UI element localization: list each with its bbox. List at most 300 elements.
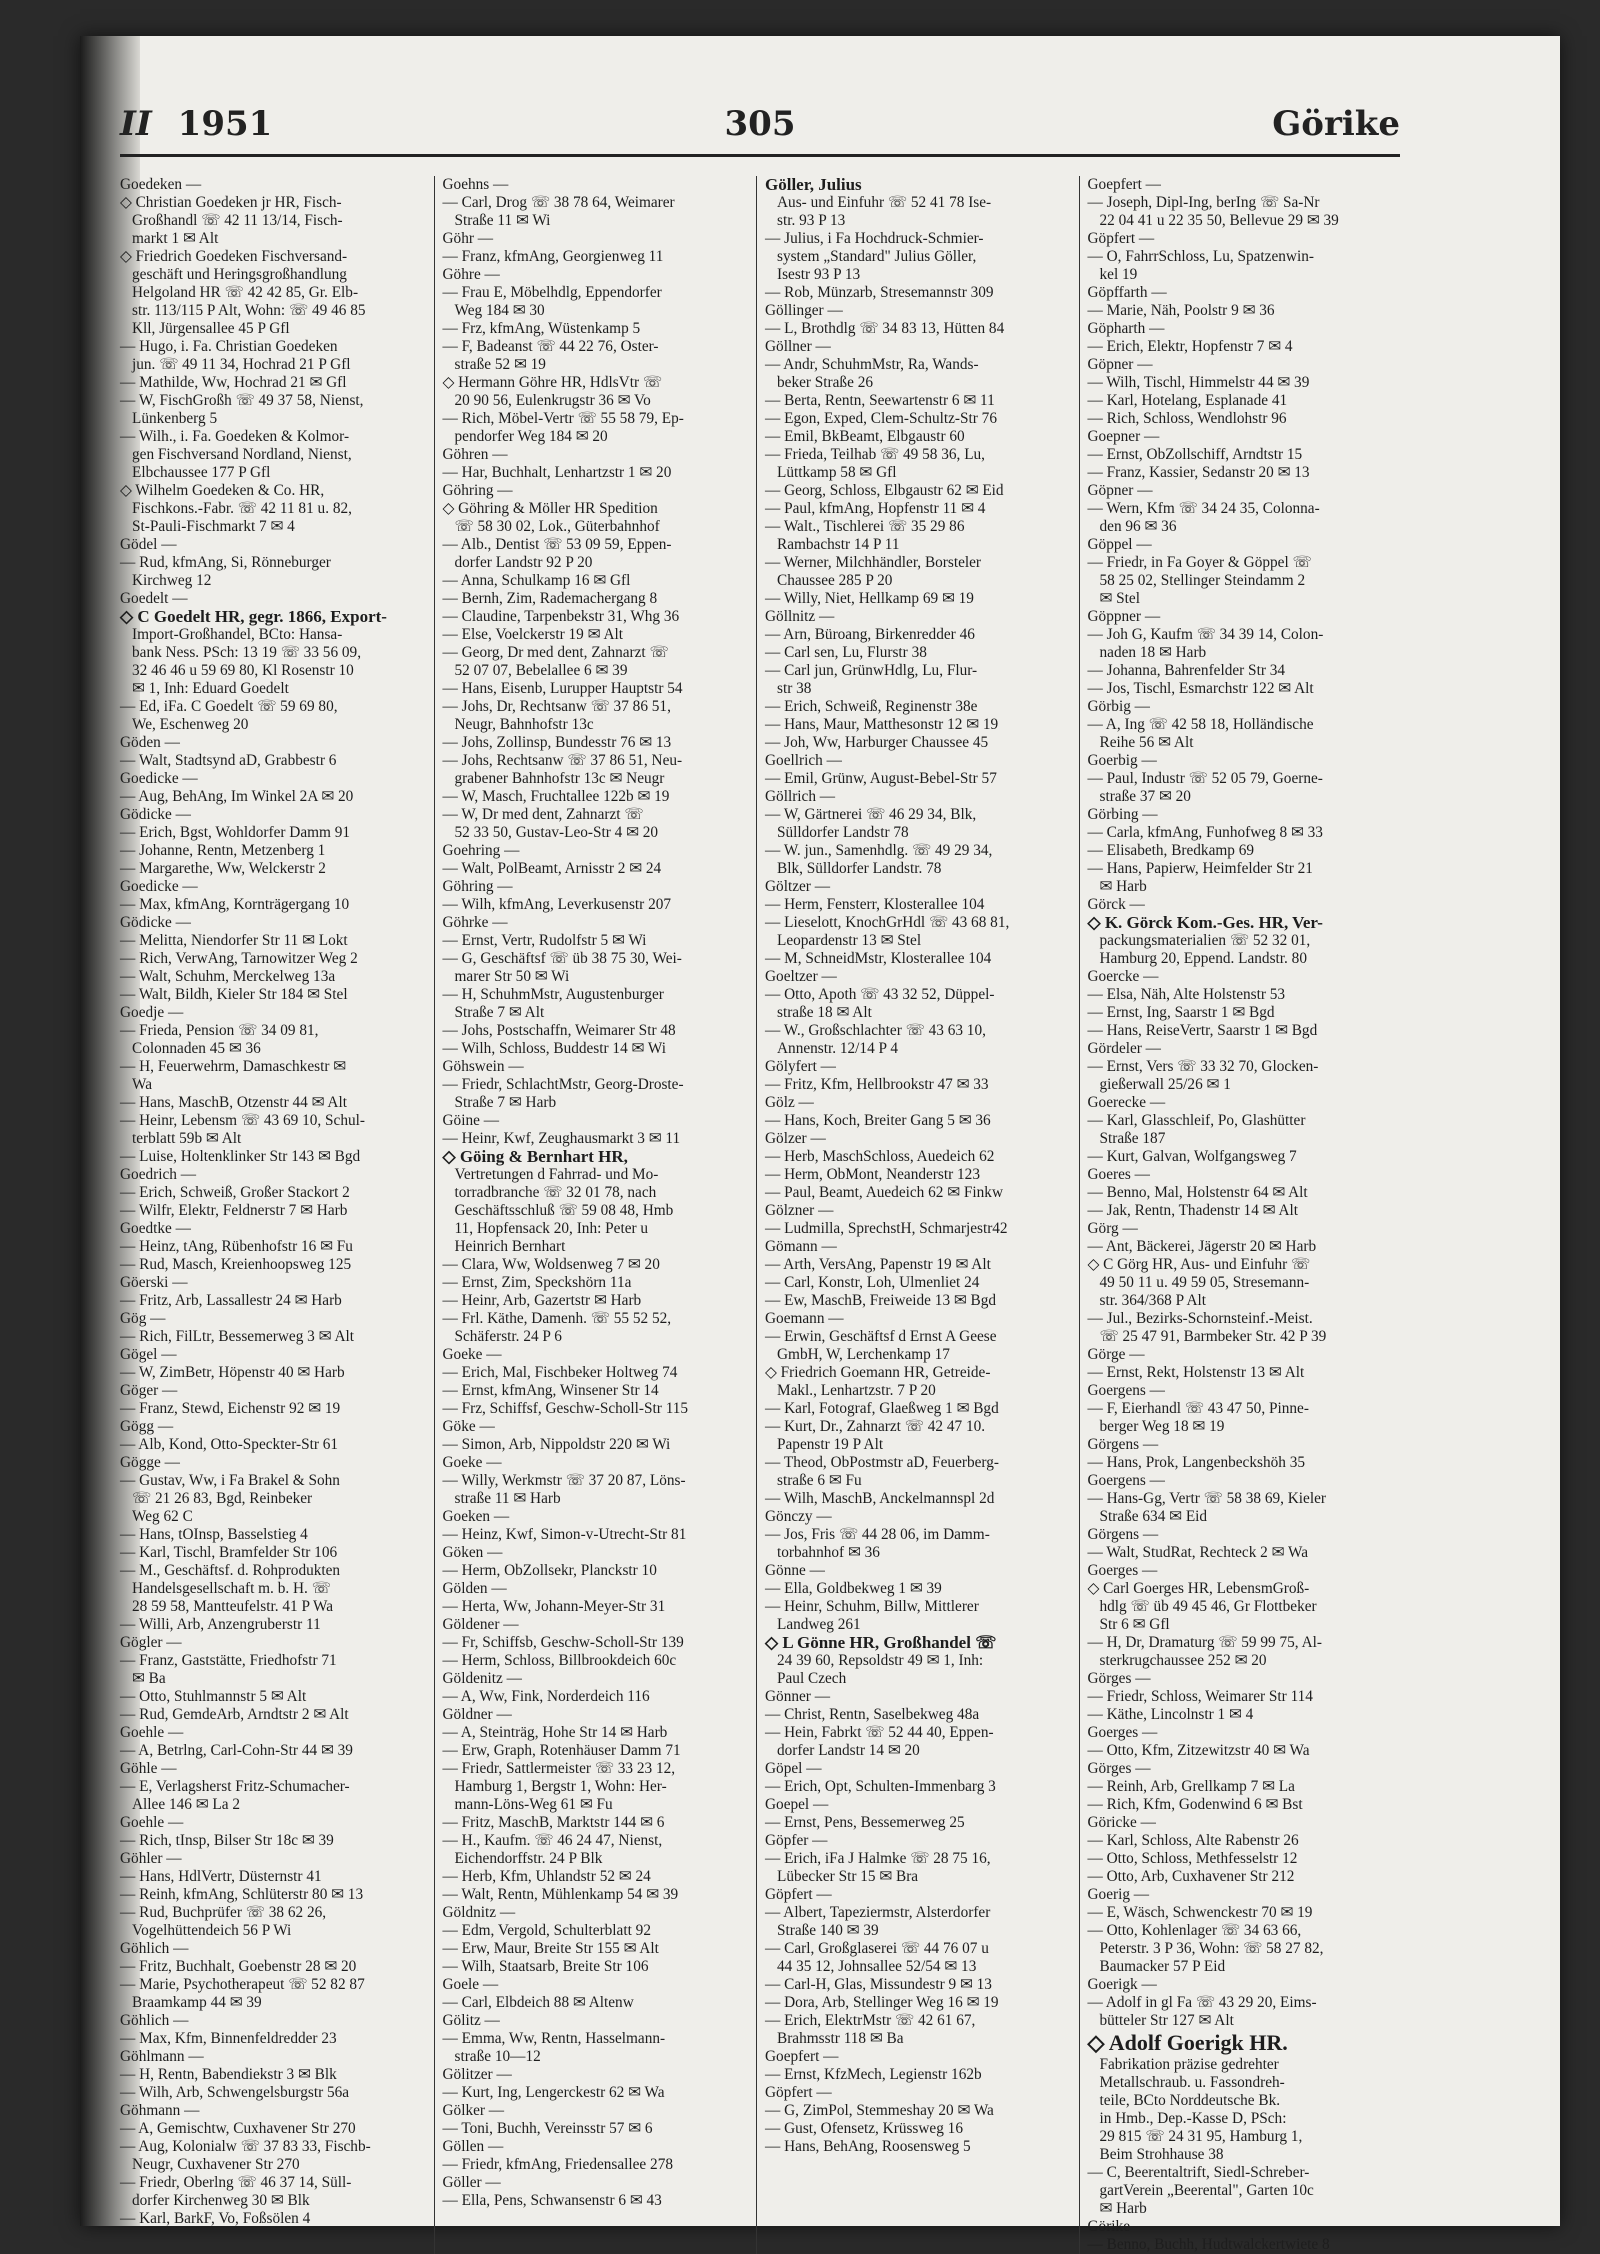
directory-entry-line: — Kurt, Dr., Zahnarzt ☏ 42 47 10. bbox=[765, 1418, 986, 1435]
directory-entry-line: ◇ Göing & Bernhart HR, bbox=[442, 1147, 628, 1166]
column-2 bbox=[443, 176, 758, 2254]
surname-heading: Göldener — bbox=[442, 1616, 519, 1633]
surname-heading: Göpner — bbox=[1087, 482, 1153, 499]
surname-heading: Gölitzer — bbox=[442, 2066, 512, 2083]
directory-entry-line: — Walt., Tischlerei ☏ 35 29 86 bbox=[765, 518, 965, 535]
surname-heading: Goedicke — bbox=[120, 878, 198, 895]
directory-entry-line: — Walt, Stadtsynd aD, Grabbestr 6 bbox=[120, 752, 337, 769]
directory-entry-line: Kirchweg 12 bbox=[132, 572, 212, 589]
surname-heading: Gögg — bbox=[120, 1418, 174, 1435]
directory-entry-line: — Carl, Großglaserei ☏ 44 76 07 u bbox=[765, 1940, 989, 1957]
surname-heading: Goele — bbox=[442, 1976, 499, 1993]
directory-entry-line: Lüttkamp 58 ✉ Gfl bbox=[777, 464, 897, 481]
directory-entry-line: — Emma, Ww, Rentn, Hasselmann- bbox=[442, 2030, 666, 2047]
directory-entry-line: — Reinh, Arb, Grellkamp 7 ✉ La bbox=[1087, 1778, 1295, 1795]
directory-entry-line: 44 35 12, Johnsallee 52/54 ✉ 13 bbox=[777, 1958, 977, 1975]
directory-entry-line: — Willy, Werkmstr ☏ 37 20 87, Löns- bbox=[442, 1472, 686, 1489]
surname-heading: Goergens — bbox=[1087, 1472, 1165, 1489]
directory-entry-line: — G, ZimPol, Stemmeshay 20 ✉ Wa bbox=[765, 2102, 994, 2119]
directory-entry-line: Baumacker 57 P Eid bbox=[1099, 1958, 1226, 1975]
running-keyword: Görike bbox=[1272, 104, 1400, 144]
column-1 bbox=[120, 176, 435, 2254]
directory-entry-line: straße 11 ✉ Harb bbox=[454, 1490, 561, 1507]
directory-entry-line: Eichendorffstr. 24 P Blk bbox=[454, 1850, 603, 1867]
directory-entry-line: — Frieda, Teilhab ☏ 49 58 36, Lu, bbox=[765, 446, 986, 463]
surname-heading: Göpner — bbox=[1087, 356, 1153, 373]
directory-entry-line: — Friedr, Schloss, Weimarer Str 114 bbox=[1087, 1688, 1313, 1705]
directory-entry-line: — Bernh, Zim, Rademachergang 8 bbox=[442, 590, 658, 607]
surname-heading: Goeke — bbox=[442, 1346, 502, 1363]
directory-entry-line: — Walt, PolBeamt, Arnisstr 2 ✉ 24 bbox=[442, 860, 662, 877]
directory-entry-line: — Benno, Buchh, Hudtwalckertwiete 8 bbox=[1087, 2236, 1330, 2253]
directory-page bbox=[80, 36, 1560, 2253]
directory-entry-line: — Andr, SchuhmMstr, Ra, Wands- bbox=[765, 356, 979, 373]
surname-heading: Göpfer — bbox=[765, 1832, 828, 1849]
surname-heading: Goedicke — bbox=[120, 770, 198, 787]
surname-heading: Goerbig — bbox=[1087, 752, 1157, 769]
directory-entry-line: — Herm, ObMont, Neanderstr 123 bbox=[765, 1166, 980, 1183]
directory-entry-line: — Walt, Schuhm, Merckelweg 13a bbox=[120, 968, 336, 985]
surname-heading: Göken — bbox=[442, 1544, 503, 1561]
directory-entry-line: — Herm, ObZollsekr, Planckstr 10 bbox=[442, 1562, 657, 1579]
directory-entry-line: — Wilh., i. Fa. Goedeken & Kolmor- bbox=[120, 428, 350, 445]
surname-heading: Gögel — bbox=[120, 1346, 177, 1363]
directory-entry-line: — Herm, Fensterr, Klosterallee 104 bbox=[765, 896, 985, 913]
directory-entry-line: — Hans, ReiseVertr, Saarstr 1 ✉ Bgd bbox=[1087, 1022, 1318, 1039]
directory-entry-line: Lünkenberg 5 bbox=[132, 410, 218, 427]
directory-entry-line: — Aug, BehAng, Im Winkel 2A ✉ 20 bbox=[120, 788, 354, 805]
directory-entry-line: — Walt, StudRat, Rechteck 2 ✉ Wa bbox=[1087, 1544, 1309, 1561]
directory-entry-line: — Erich, Elektr, Hopfenstr 7 ✉ 4 bbox=[1087, 338, 1293, 355]
directory-entry-line: — Frz, kfmAng, Wüstenkamp 5 bbox=[442, 320, 641, 337]
directory-entry-line: torbahnhof ✉ 36 bbox=[777, 1544, 880, 1561]
directory-entry-line: — Theod, ObPostmstr aD, Feuerberg- bbox=[765, 1454, 999, 1471]
directory-entry-line: — Otto, Apoth ☏ 43 32 52, Düppel- bbox=[765, 986, 995, 1003]
directory-entry-line: — Ella, Pens, Schwansenstr 6 ✉ 43 bbox=[442, 2192, 662, 2209]
directory-entry-line: ☏ 25 47 91, Barmbeker Str. 42 P 39 bbox=[1099, 1328, 1327, 1345]
directory-entry-line: hdlg ☏ üb 49 45 46, Gr Flottbeker bbox=[1099, 1598, 1317, 1615]
surname-heading: Göldnitz — bbox=[442, 1904, 516, 1921]
directory-entry-line: — Ernst, Vers ☏ 33 32 70, Glocken- bbox=[1087, 1058, 1319, 1075]
directory-entry-line: — Erich, Schweiß, Reginenstr 38e bbox=[765, 698, 978, 715]
directory-entry-line: — A, Steinträg, Hohe Str 14 ✉ Harb bbox=[442, 1724, 668, 1741]
surname-heading: Görges — bbox=[1087, 1670, 1151, 1687]
directory-entry-line: 52 07 07, Bebelallee 6 ✉ 39 bbox=[454, 662, 628, 679]
page-header bbox=[120, 94, 1400, 157]
surname-heading: Goehle — bbox=[120, 1814, 184, 1831]
directory-entry-line: str. 113/115 P Alt, Wohn: ☏ 49 46 85 bbox=[132, 302, 366, 319]
surname-heading: Göine — bbox=[442, 1112, 500, 1129]
surname-heading: Göhswein — bbox=[442, 1058, 524, 1075]
directory-entry-line: — Wilh, Tischl, Himmelstr 44 ✉ 39 bbox=[1087, 374, 1310, 391]
directory-entry-line: — Hans, Papierw, Heimfelder Str 21 bbox=[1087, 860, 1313, 877]
directory-entry-line: — Carl, Konstr, Loh, Ulmenliet 24 bbox=[765, 1274, 980, 1291]
directory-entry-line: — Franz, Stewd, Eichenstr 92 ✉ 19 bbox=[120, 1400, 341, 1417]
directory-entry-line: dorfer Landstr 92 P 20 bbox=[454, 554, 593, 571]
directory-entry-line: grabener Bahnhofstr 13c ✉ Neugr bbox=[454, 770, 665, 787]
surname-heading: Gögler — bbox=[120, 1634, 182, 1651]
surname-heading: Görike — bbox=[1087, 2218, 1150, 2235]
directory-entry-line: Beim Strohhause 38 bbox=[1099, 2146, 1224, 2163]
directory-entry-line: Landweg 261 bbox=[777, 1616, 861, 1633]
directory-entry-line: str. 364/368 P Alt bbox=[1099, 1292, 1207, 1309]
surname-heading: Göller — bbox=[442, 2174, 501, 2191]
directory-entry-line: — H, Rentn, Babendiekstr 3 ✉ Blk bbox=[120, 2066, 337, 2083]
directory-entry-line: — Heinz, tAng, Rübenhofstr 16 ✉ Fu bbox=[120, 1238, 353, 1255]
surname-heading: Görck — bbox=[1087, 896, 1145, 913]
directory-entry-line: — Mathilde, Ww, Hochrad 21 ✉ Gfl bbox=[120, 374, 347, 391]
directory-entry-line: — Paul, kfmAng, Hopfenstr 11 ✉ 4 bbox=[765, 500, 986, 517]
directory-entry-line: 52 33 50, Gustav-Leo-Str 4 ✉ 20 bbox=[454, 824, 659, 841]
surname-heading: Gömann — bbox=[765, 1238, 837, 1255]
directory-entry-line: Hamburg 1, Bergstr 1, Wohn: Her- bbox=[454, 1778, 667, 1795]
directory-entry-line: — Berta, Rentn, Seewartenstr 6 ✉ 11 bbox=[765, 392, 995, 409]
directory-entry-line: — Hans-Gg, Vertr ☏ 58 38 69, Kieler bbox=[1087, 1490, 1326, 1507]
directory-entry-line: Fischkons.-Fabr. ☏ 42 11 81 u. 82, bbox=[132, 500, 352, 517]
directory-entry-line: — Hans, BehAng, Roosensweg 5 bbox=[765, 2138, 971, 2155]
directory-entry-line: — Jos, Fris ☏ 44 28 06, im Damm- bbox=[765, 1526, 990, 1543]
directory-entry-line: gen Fischversand Nordland, Nienst, bbox=[132, 446, 352, 463]
surname-heading: Gönczy — bbox=[765, 1508, 832, 1525]
directory-entry-line: sterkrugchaussee 252 ✉ 20 bbox=[1099, 1652, 1267, 1669]
directory-entry-line: ✉ Harb bbox=[1099, 2200, 1147, 2217]
directory-entry-line: — H, SchuhmMstr, Augustenburger bbox=[442, 986, 664, 1003]
directory-entry-line: — Erich, iFa J Halmke ☏ 28 75 16, bbox=[765, 1850, 991, 1867]
directory-entry-line: Metallschraub. u. Fassondreh- bbox=[1099, 2074, 1285, 2091]
directory-entry-line: Reihe 56 ✉ Alt bbox=[1099, 734, 1194, 751]
directory-entry-line: — Käthe, Lincolnstr 1 ✉ 4 bbox=[1087, 1706, 1254, 1723]
directory-entry-line: — Kurt, Ing, Lengerckestr 62 ✉ Wa bbox=[442, 2084, 665, 2101]
surname-heading: Göhren — bbox=[442, 446, 508, 463]
directory-entry-line: Isestr 93 P 13 bbox=[777, 266, 861, 283]
directory-entry-line: ◇ Hermann Göhre HR, HdlsVtr ☏ bbox=[442, 374, 663, 391]
directory-entry-line: — Dora, Arb, Stellinger Weg 16 ✉ 19 bbox=[765, 1994, 999, 2011]
directory-entry-line: straße 10—12 bbox=[454, 2048, 541, 2065]
directory-entry-line: Makl., Lenhartzstr. 7 P 20 bbox=[777, 1382, 936, 1399]
directory-entry-line: — Paul, Beamt, Auedeich 62 ✉ Finkw bbox=[765, 1184, 1003, 1201]
directory-entry-line: Vertretungen d Fahrrad- und Mo- bbox=[454, 1166, 659, 1183]
surname-heading: Göltzer — bbox=[765, 878, 830, 895]
directory-entry-line: — Heinr, Kwf, Zeughausmarkt 3 ✉ 11 bbox=[442, 1130, 681, 1147]
directory-entry-line: — Johanna, Bahrenfelder Str 34 bbox=[1087, 662, 1286, 679]
surname-heading: Göden — bbox=[120, 734, 180, 751]
directory-entry-line: Straße 140 ✉ 39 bbox=[777, 1922, 879, 1939]
directory-entry-line: — Benno, Mal, Holstenstr 64 ✉ Alt bbox=[1087, 1184, 1308, 1201]
directory-entry-line: — M, SchneidMstr, Klosterallee 104 bbox=[765, 950, 992, 967]
directory-entry-line: — Herb, MaschSchloss, Auedeich 62 bbox=[765, 1148, 995, 1165]
directory-entry-line: Straße 7 ✉ Alt bbox=[454, 1004, 545, 1021]
surname-heading: Goehle — bbox=[120, 1724, 184, 1741]
directory-entry-line: — Toni, Buchh, Vereinsstr 57 ✉ 6 bbox=[442, 2120, 653, 2137]
surname-heading: Göllinger — bbox=[765, 302, 843, 319]
directory-entry-line: — Alb, Kond, Otto-Speckter-Str 61 bbox=[120, 1436, 339, 1453]
surname-heading: Gödel — bbox=[120, 536, 177, 553]
directory-entry-line: — E, Verlagsherst Fritz-Schumacher- bbox=[120, 1778, 350, 1795]
directory-entry-line: Colonnaden 45 ✉ 36 bbox=[132, 1040, 261, 1057]
surname-heading: Goerges — bbox=[1087, 1724, 1158, 1741]
directory-entry-line: — Ernst, kfmAng, Winsener Str 14 bbox=[442, 1382, 659, 1399]
directory-entry-line: — Margarethe, Ww, Welckerstr 2 bbox=[120, 860, 326, 877]
directory-entry-line: — Anna, Schulkamp 16 ✉ Gfl bbox=[442, 572, 631, 589]
directory-entry-line: 28 59 58, Mantteufelstr. 41 P Wa bbox=[132, 1598, 334, 1615]
directory-entry-line: — Fr, Schiffsb, Geschw-Scholl-Str 139 bbox=[442, 1634, 684, 1651]
directory-entry-line: 29 815 ☏ 24 31 95, Hamburg 1, bbox=[1099, 2128, 1303, 2145]
directory-entry-line: — Ernst, Ing, Saarstr 1 ✉ Bgd bbox=[1087, 1004, 1275, 1021]
directory-entry-line: — Har, Buchhalt, Lenhartzstr 1 ✉ 20 bbox=[442, 464, 672, 481]
directory-entry-line: Lübecker Str 15 ✉ Bra bbox=[777, 1868, 919, 1885]
directory-entry-line: 49 50 11 u. 49 59 05, Stresemann- bbox=[1099, 1274, 1310, 1291]
surname-heading: Goerecke — bbox=[1087, 1094, 1166, 1111]
directory-entry-line: — Paul, Industr ☏ 52 05 79, Goerne- bbox=[1087, 770, 1323, 787]
surname-heading: Goemann — bbox=[765, 1310, 844, 1327]
directory-entry-line: — Adolf in gl Fa ☏ 43 29 20, Eims- bbox=[1087, 1994, 1317, 2011]
directory-entry-line: Vogelhüttendeich 56 P Wi bbox=[132, 1922, 292, 1939]
directory-entry-line: Blk, Sülldorfer Landstr. 78 bbox=[777, 860, 942, 877]
directory-entry-line: — Rud, Masch, Kreienhoopsweg 125 bbox=[120, 1256, 352, 1273]
surname-heading: Göppner — bbox=[1087, 608, 1161, 625]
surname-heading: Goepel — bbox=[765, 1796, 829, 1813]
directory-entry-line: in Hmb., Dep.-Kasse D, PSch: bbox=[1099, 2110, 1287, 2127]
directory-entry-line: — Joh, Ww, Harburger Chaussee 45 bbox=[765, 734, 989, 751]
surname-heading: Görbig — bbox=[1087, 698, 1150, 715]
directory-entry-line: — Simon, Arb, Nippoldstr 220 ✉ Wi bbox=[442, 1436, 671, 1453]
directory-entry-line: — Erich, Schweiß, Großer Stackort 2 bbox=[120, 1184, 350, 1201]
directory-entry-line: — Ernst, Vertr, Rudolfstr 5 ✉ Wi bbox=[442, 932, 647, 949]
directory-entry-line: Annenstr. 12/14 P 4 bbox=[777, 1040, 898, 1057]
surname-heading: Gördeler — bbox=[1087, 1040, 1161, 1057]
surname-heading: Goedeken — bbox=[120, 176, 202, 193]
surname-heading: Goedtke — bbox=[120, 1220, 191, 1237]
directory-entry-line: — Rob, Münzarb, Stresemannstr 309 bbox=[765, 284, 994, 301]
column-3 bbox=[765, 176, 1080, 2254]
directory-entry-line: — Aug, Kolonialw ☏ 37 83 33, Fischb- bbox=[120, 2138, 371, 2155]
directory-entry-line: — Ed, iFa. C Goedelt ☏ 59 69 80, bbox=[120, 698, 338, 715]
directory-entry-line: Wa bbox=[132, 1076, 153, 1093]
directory-entry-line: Fabrikation präzise gedrehter bbox=[1099, 2056, 1279, 2073]
surname-heading: Göpfert — bbox=[1087, 230, 1155, 247]
directory-entry-line: — Jos, Tischl, Esmarchstr 122 ✉ Alt bbox=[1087, 680, 1314, 697]
surname-heading: Göhlich — bbox=[120, 1940, 189, 1957]
directory-entry-line: — Emil, BkBeamt, Elbgaustr 60 bbox=[765, 428, 965, 445]
directory-entry-line: — Ludmilla, SprechstH, Schmarjestr42 bbox=[765, 1220, 1008, 1237]
directory-entry-line: — Karl, Tischl, Bramfelder Str 106 bbox=[120, 1544, 338, 1561]
directory-entry-line: ◇ Friedrich Goedeken Fischversand- bbox=[120, 248, 348, 265]
directory-entry-line: — Walt, Rentn, Mühlenkamp 54 ✉ 39 bbox=[442, 1886, 679, 1903]
directory-entry-line: — G, Geschäftsf ☏ üb 38 75 30, Wei- bbox=[442, 950, 682, 967]
directory-entry-line: Großhandl ☏ 42 11 13/14, Fisch- bbox=[132, 212, 343, 229]
directory-entry-line: Elbchaussee 177 P Gfl bbox=[132, 464, 271, 481]
surname-heading: Goehns — bbox=[442, 176, 509, 193]
surname-heading: Goellrich — bbox=[765, 752, 842, 769]
directory-entry-line: — Alb., Dentist ☏ 53 09 59, Eppen- bbox=[442, 536, 672, 553]
directory-entry-line: — Rich, Kfm, Godenwind 6 ✉ Bst bbox=[1087, 1796, 1303, 1813]
directory-entry-line: — Rich, Möbel-Vertr ☏ 55 58 79, Ep- bbox=[442, 410, 684, 427]
directory-entry-line: — Walt, Bildh, Kieler Str 184 ✉ Stel bbox=[120, 986, 348, 1003]
directory-entry-line: — Hugo, i. Fa. Christian Goedeken bbox=[120, 338, 338, 355]
directory-entry-line: — Willi, Arb, Anzengruberstr 11 bbox=[120, 1616, 321, 1633]
directory-entry-line: — Hans, tOInsp, Basselstieg 4 bbox=[120, 1526, 308, 1543]
directory-entry-line: — Friedr, Oberlng ☏ 46 37 14, Süll- bbox=[120, 2174, 352, 2191]
surname-heading: Gönner — bbox=[765, 1688, 830, 1705]
directory-entry-line: Heinrich Bernhart bbox=[454, 1238, 566, 1255]
directory-entry-line: straße 6 ✉ Fu bbox=[777, 1472, 862, 1489]
directory-entry-line: str 38 bbox=[777, 680, 812, 697]
surname-heading: Gödicke — bbox=[120, 914, 191, 931]
directory-entry-line: — Friedr, kfmAng, Friedensallee 278 bbox=[442, 2156, 673, 2173]
directory-entry-line: — Herm, Schloss, Billbrookdeich 60c bbox=[442, 1652, 677, 1669]
directory-entry-line: ☏ 58 30 02, Lok., Güterbahnhof bbox=[454, 518, 660, 535]
directory-entry-line: — W, ZimBetr, Höpenstr 40 ✉ Harb bbox=[120, 1364, 345, 1381]
directory-entry-line: We, Eschenweg 20 bbox=[132, 716, 249, 733]
surname-heading: Göpel — bbox=[765, 1760, 822, 1777]
directory-entry-line: — Herb, Kfm, Uhlandstr 52 ✉ 24 bbox=[442, 1868, 651, 1885]
surname-heading: Görgens — bbox=[1087, 1436, 1159, 1453]
directory-entry-line: — Ella, Goldbekweg 1 ✉ 39 bbox=[765, 1580, 942, 1597]
surname-heading: Göpfert — bbox=[765, 1886, 832, 1903]
surname-heading: Goerigk — bbox=[1087, 1976, 1157, 1993]
directory-entry-line: — Franz, kfmAng, Georgienweg 11 bbox=[442, 248, 664, 265]
surname-heading: Göpfert — bbox=[765, 2084, 832, 2101]
directory-entry-line: ◇ Göhring & Möller HR Spedition bbox=[442, 500, 658, 517]
directory-entry-line: Straße 187 bbox=[1099, 1130, 1166, 1147]
directory-entry-line: — W, Dr med dent, Zahnarzt ☏ bbox=[442, 806, 644, 823]
directory-entry-line: — Frieda, Pension ☏ 34 09 81, bbox=[120, 1022, 319, 1039]
directory-entry-line: — Melitta, Niendorfer Str 11 ✉ Lokt bbox=[120, 932, 348, 949]
surname-heading: Görgens — bbox=[1087, 1526, 1159, 1543]
directory-entry-line: — Franz, Gaststätte, Friedhofstr 71 bbox=[120, 1652, 337, 1669]
directory-entry-line: 20 90 56, Eulenkrugstr 36 ✉ Vo bbox=[454, 392, 651, 409]
directory-entry-line: — Frl. Käthe, Damenh. ☏ 55 52 52, bbox=[442, 1310, 672, 1327]
surname-heading: Gönne — bbox=[765, 1562, 825, 1579]
directory-entry-line: — C, Beerentaltrift, Siedl-Schreber- bbox=[1087, 2164, 1310, 2181]
surname-heading: Göerski — bbox=[120, 1274, 188, 1291]
directory-entry-line: Papenstr 19 P Alt bbox=[777, 1436, 884, 1453]
surname-heading: Gölz — bbox=[765, 1094, 814, 1111]
directory-entry-line: Leopardenstr 13 ✉ Stel bbox=[777, 932, 922, 949]
directory-entry-line: Kll, Jürgensallee 45 P Gfl bbox=[132, 320, 290, 337]
directory-entry-line: — M., Geschäftsf. d. Rohprodukten bbox=[120, 1562, 341, 1579]
directory-entry-line: — Reinh, kfmAng, Schlüterstr 80 ✉ 13 bbox=[120, 1886, 364, 1903]
directory-entry-line: jun. ☏ 49 11 34, Hochrad 21 P Gfl bbox=[132, 356, 351, 373]
directory-entry-line: straße 37 ✉ 20 bbox=[1099, 788, 1191, 805]
directory-entry-line: — Frz, Schiffsf, Geschw-Scholl-Str 115 bbox=[442, 1400, 689, 1417]
surname-heading: Göppel — bbox=[1087, 536, 1152, 553]
directory-entry-line: ◇ L Gönne HR, Großhandel ☏ bbox=[765, 1633, 997, 1652]
directory-entry-line: Rambachstr 14 P 11 bbox=[777, 536, 900, 553]
directory-entry-line: — H., Kaufm. ☏ 46 24 47, Nienst, bbox=[442, 1832, 663, 1849]
directory-entry-line: Straße 11 ✉ Wi bbox=[454, 212, 551, 229]
directory-entry-line: — Johs, Zollinsp, Bundesstr 76 ✉ 13 bbox=[442, 734, 672, 751]
directory-entry-line: — Friedr, Sattlermeister ☏ 33 23 12, bbox=[442, 1760, 676, 1777]
directory-entry-line: — Luise, Holtenklinker Str 143 ✉ Bgd bbox=[120, 1148, 361, 1165]
surname-heading: Göhre — bbox=[442, 266, 500, 283]
directory-entry-line: — Kurt, Galvan, Wolfgangsweg 7 bbox=[1087, 1148, 1297, 1165]
directory-entry-line: — E, Wäsch, Schwenckestr 70 ✉ 19 bbox=[1087, 1904, 1313, 1921]
directory-entry-line: — Joseph, Dipl-Ing, berIng ☏ Sa-Nr bbox=[1087, 194, 1320, 211]
directory-entry-line: — Ant, Bäckerei, Jägerstr 20 ✉ Harb bbox=[1087, 1238, 1317, 1255]
directory-entry-line: ◇ K. Görck Kom.-Ges. HR, Ver- bbox=[1087, 913, 1323, 932]
directory-entry-line: 58 25 02, Stellinger Steindamm 2 bbox=[1099, 572, 1306, 589]
directory-entry-line: Chaussee 285 P 20 bbox=[777, 572, 893, 589]
directory-entry-line: — Carl, Elbdeich 88 ✉ Altenw bbox=[442, 1994, 634, 2011]
directory-entry-line: ✉ Stel bbox=[1099, 590, 1140, 607]
surname-heading: Göpharth — bbox=[1087, 320, 1165, 337]
directory-entry-line: ◇ Wilhelm Goedeken & Co. HR, bbox=[120, 482, 325, 499]
surname-heading: Goedrich — bbox=[120, 1166, 197, 1183]
directory-entry-line: ◇ Carl Goerges HR, LebensmGroß- bbox=[1087, 1580, 1310, 1597]
directory-entry-line: packungsmaterialien ☏ 52 32 01, bbox=[1099, 932, 1311, 949]
directory-entry-line: — Franz, Kassier, Sedanstr 20 ✉ 13 bbox=[1087, 464, 1310, 481]
directory-entry-line: beker Straße 26 bbox=[777, 374, 873, 391]
directory-entry-line: — O, FahrrSchloss, Lu, Spatzenwin- bbox=[1087, 248, 1314, 265]
directory-entry-line: Aus- und Einfuhr ☏ 52 41 78 Ise- bbox=[777, 194, 992, 211]
directory-entry-line: — Fritz, Kfm, Hellbrookstr 47 ✉ 33 bbox=[765, 1076, 989, 1093]
surname-heading: Gölden — bbox=[442, 1580, 507, 1597]
directory-entry-line: — Hans, Maur, Matthesonstr 12 ✉ 19 bbox=[765, 716, 999, 733]
directory-entry-line: berger Weg 18 ✉ 19 bbox=[1099, 1418, 1225, 1435]
directory-entry-line: Allee 146 ✉ La 2 bbox=[132, 1796, 240, 1813]
directory-entry-line: — Max, Kfm, Binnenfeldredder 23 bbox=[120, 2030, 337, 2047]
directory-entry-line: straße 18 ✉ Alt bbox=[777, 1004, 872, 1021]
directory-entry-line: — Rich, Schloss, Wendlohstr 96 bbox=[1087, 410, 1287, 427]
directory-entry-line: torradbranche ☏ 32 01 78, nach bbox=[454, 1184, 657, 1201]
surname-heading: Göllen — bbox=[442, 2138, 504, 2155]
surname-heading: Goeke — bbox=[442, 1454, 502, 1471]
surname-heading: Gölzner — bbox=[765, 1202, 834, 1219]
directory-entry-line: — Lieselott, KnochGrHdl ☏ 43 68 81, bbox=[765, 914, 1010, 931]
surname-heading: Gölker — bbox=[442, 2102, 505, 2119]
directory-entry-line: — Willy, Niet, Hellkamp 69 ✉ 19 bbox=[765, 590, 974, 607]
directory-entry-line: 24 39 60, Repsoldstr 49 ✉ 1, Inh: bbox=[777, 1652, 984, 1669]
directory-entry-line: — Emil, Grünw, August-Bebel-Str 57 bbox=[765, 770, 997, 787]
directory-entry-line: — Carl, Drog ☏ 38 78 64, Weimarer bbox=[442, 194, 675, 211]
surname-heading: Goercke — bbox=[1087, 968, 1159, 985]
directory-entry-line: — Otto, Kfm, Zitzewitzstr 40 ✉ Wa bbox=[1087, 1742, 1310, 1759]
surname-heading: Goerig — bbox=[1087, 1886, 1150, 1903]
surname-heading: Göhring — bbox=[442, 482, 513, 499]
directory-entry-line: — Elisabeth, Bredkamp 69 bbox=[1087, 842, 1255, 859]
directory-entry-line: Str 6 ✉ Gfl bbox=[1099, 1616, 1170, 1633]
surname-heading: Göllrich — bbox=[765, 788, 836, 805]
directory-entry-line: Paul Czech bbox=[777, 1670, 847, 1687]
directory-entry-line: — Joh G, Kaufm ☏ 34 39 14, Colon- bbox=[1087, 626, 1324, 643]
directory-entry-line: GmbH, W, Lerchenkamp 17 bbox=[777, 1346, 950, 1363]
directory-entry-line: — W. jun., Samenhdlg. ☏ 49 29 34, bbox=[765, 842, 993, 859]
directory-entry-line: — H, Feuerwehrm, Damaschkestr ✉ bbox=[120, 1058, 347, 1075]
directory-entry-line: Sülldorfer Landstr 78 bbox=[777, 824, 909, 841]
directory-entry-line: — Werner, Milchhändler, Borsteler bbox=[765, 554, 982, 571]
surname-heading: Göke — bbox=[442, 1418, 495, 1435]
directory-entry-line: — Carl sen, Lu, Flurstr 38 bbox=[765, 644, 927, 661]
surname-heading: Göllnitz — bbox=[765, 608, 835, 625]
surname-heading: Goeltzer — bbox=[765, 968, 837, 985]
directory-entry-line: — Rud, Buchprüfer ☏ 38 62 26, bbox=[120, 1904, 327, 1921]
directory-entry-line: ◇ Friedrich Goemann HR, Getreide- bbox=[765, 1364, 991, 1381]
surname-heading: Görg — bbox=[1087, 1220, 1138, 1237]
directory-entry-line: — Herta, Ww, Johann-Meyer-Str 31 bbox=[442, 1598, 666, 1615]
directory-entry-line: — Marie, Psychotherapeut ☏ 52 82 87 bbox=[120, 1976, 365, 1993]
directory-entry-line: St-Pauli-Fischmarkt 7 ✉ 4 bbox=[132, 518, 295, 535]
surname-heading: Goeres — bbox=[1087, 1166, 1150, 1183]
directory-entry-line: — F, Eierhandl ☏ 43 47 50, Pinne- bbox=[1087, 1400, 1309, 1417]
directory-entry-line: — Erich, ElektrMstr ☏ 42 61 67, bbox=[765, 2012, 976, 2029]
directory-entry-line: — Carl-H, Glas, Missundestr 9 ✉ 13 bbox=[765, 1976, 992, 1993]
directory-entry-line: ◇ C Görg HR, Aus- und Einfuhr ☏ bbox=[1087, 1256, 1311, 1273]
directory-entry-line: — Otto, Schloss, Methfesselstr 12 bbox=[1087, 1850, 1298, 1867]
directory-entry-line: — Wern, Kfm ☏ 34 24 35, Colonna- bbox=[1087, 500, 1320, 517]
directory-entry-line: — Ernst, Rekt, Holstenstr 13 ✉ Alt bbox=[1087, 1364, 1305, 1381]
directory-entry-line: mann-Löns-Weg 61 ✉ Fu bbox=[454, 1796, 613, 1813]
